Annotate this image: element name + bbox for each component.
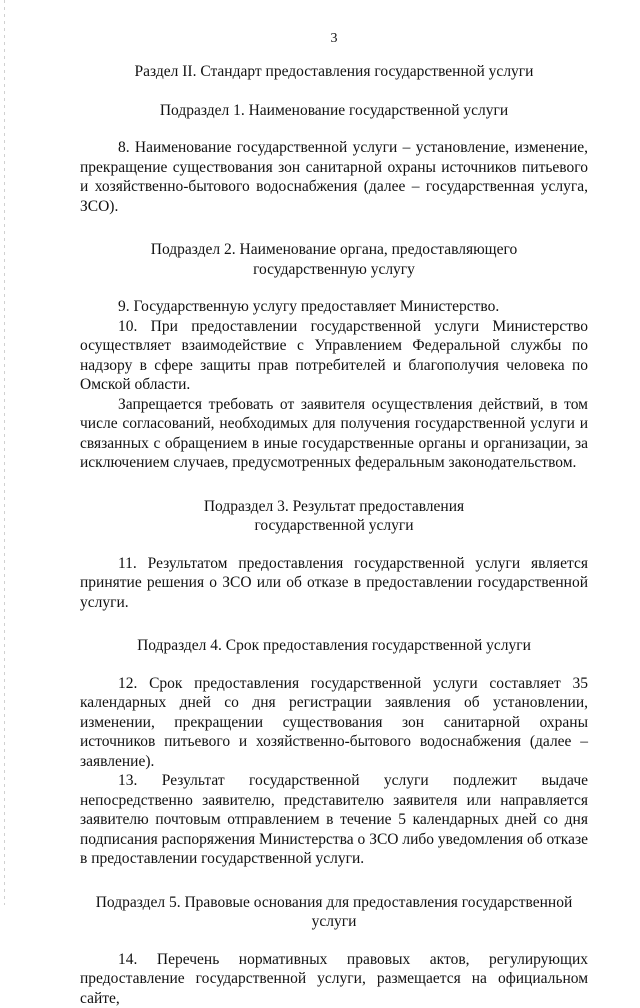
- subsection-title-line: государственную услугу: [80, 260, 588, 280]
- paragraph-13: 13. Результат государственной услуги подлежит выдаче непосредственно заявителю, представителю заявителя или направляется заявителю почтовым отправлением в течение 5 календарных дней со дня подписания распоряжения Министерства о ЗСО либо уведомления об отказе в предоставлении государственной услуги.: [80, 771, 588, 869]
- subsection-title-line: Подраздел 5. Правовые основания для предоставления государственной: [80, 893, 588, 913]
- subsection-title: [80, 893, 588, 932]
- paragraph-8: 8. Наименование государственной услуги – установление, изменение, прекращение существования зон санитарной охраны источников питьевого и хозяйственно-бытового водоснабжения (далее – государственная услуга, ЗСО).: [80, 138, 588, 216]
- section-title: Раздел II. Стандарт предоставления государственной услуги: [80, 62, 588, 82]
- subsection-2: [80, 240, 588, 473]
- paragraph-9: 9. Государственную услугу предоставляет Министерство.: [80, 297, 588, 317]
- subsection-title-line: услуги: [80, 912, 588, 932]
- paragraph-14: 14. Перечень нормативных правовых актов, регулирующих предоставление государственной услуги, размещается на официальном сайте,: [80, 950, 588, 1008]
- subsection-title-line: Подраздел 3. Результат предоставления: [80, 497, 588, 517]
- page-number: 3: [80, 30, 588, 48]
- subsection-3: [80, 497, 588, 613]
- subsection-title: [80, 240, 588, 279]
- paragraph-prohibition: Запрещается требовать от заявителя осуществления действий, в том числе согласований, необходимых для получения государственной услуги и связанных с обращением в иные государственные органы и организации, за исключением случаев, предусмотренных федеральным законодательством.: [80, 395, 588, 473]
- paragraph-12: 12. Срок предоставления государственной услуги составляет 35 календарных дней со дня регистрации заявления об установлении, изменении, прекращении существования зон санитарной охраны источников питьевого и хозяйственно-бытового водоснабжения (далее – заявление).: [80, 674, 588, 772]
- subsection-title: [80, 497, 588, 536]
- paragraph-11: 11. Результатом предоставления государственной услуги является принятие решения о ЗСО или об отказе в предоставлении государственной услуги.: [80, 554, 588, 613]
- subsection-4: [80, 636, 588, 869]
- subsection-title: [80, 636, 588, 656]
- subsection-title: [80, 101, 588, 121]
- paragraph-10: 10. При предоставлении государственной услуги Министерство осуществляет взаимодействие с Управлением Федеральной службы по надзору в сфере защиты прав потребителей и благополучия человека по Омской области.: [80, 317, 588, 395]
- subsection-5: [80, 893, 588, 1008]
- subsection-title-line: Подраздел 1. Наименование государственной услуги: [80, 101, 588, 121]
- subsection-title-line: государственной услуги: [80, 516, 588, 536]
- subsection-1: [80, 101, 588, 217]
- subsection-title-line: Подраздел 2. Наименование органа, предоставляющего: [80, 240, 588, 260]
- subsection-title-line: Подраздел 4. Срок предоставления государственной услуги: [80, 636, 588, 656]
